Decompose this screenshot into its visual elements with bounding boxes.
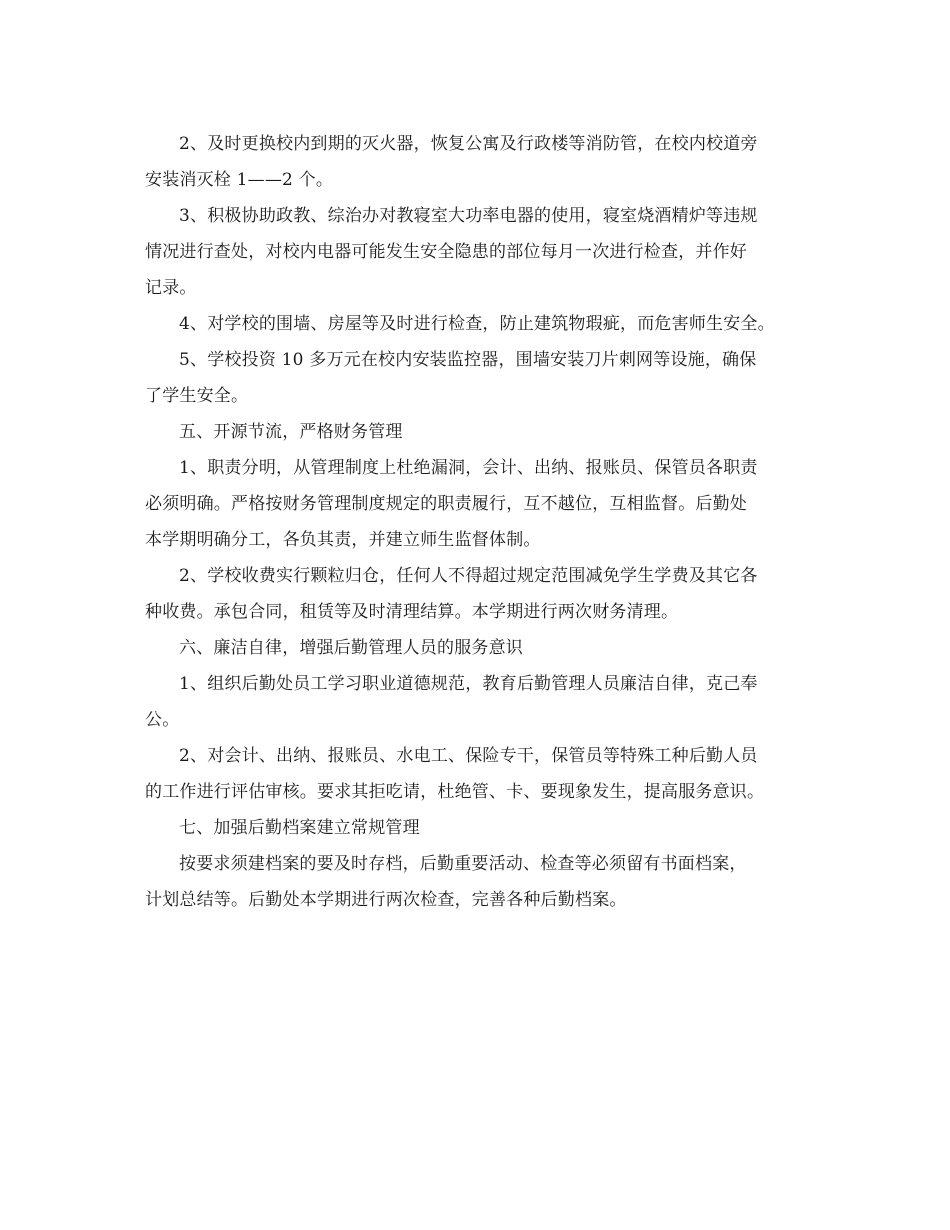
text-line: 的工作进行评估审核。要求其拒吃请，杜绝管、卡、要现象发生，提高服务意识。 (145, 782, 765, 802)
document-body (145, 126, 815, 918)
text-line: 计划总结等。后勤处本学期进行两次检查，完善各种后勤档案。 (145, 890, 627, 910)
section-heading: 五、开源节流，严格财务管理 (179, 422, 403, 442)
text-line: 1、职责分明，从管理制度上杜绝漏洞，会计、出纳、报账员、保管员各职责 (179, 458, 758, 478)
text-line: 情况进行查处，对校内电器可能发生安全隐患的部位每月一次进行检查，并作好 (145, 242, 747, 262)
text-line: 2、及时更换校内到期的灭火器，恢复公寓及行政楼等消防管，在校内校道旁 (179, 134, 758, 154)
text-line: 2、对会计、出纳、报账员、水电工、保险专干，保管员等特殊工种后勤人员 (179, 746, 758, 766)
text-line: 种收费。承包合同，租赁等及时清理结算。本学期进行两次财务清理。 (145, 602, 679, 622)
text-line: 3、积极协助政教、综治办对教寝室大功率电器的使用，寝室烧酒精炉等违规 (179, 206, 758, 226)
text-line: 本学期明确分工，各负其责，并建立师生监督体制。 (145, 530, 541, 550)
text-line: 2、学校收费实行颗粒归仓，任何人不得超过规定范围减免学生学费及其它各 (179, 566, 758, 586)
text-line: 5、学校投资 10 多万元在校内安装监控器，围墙安装刀片刺网等设施，确保 (179, 350, 757, 370)
text-line: 公。 (145, 710, 180, 730)
text-line: 按要求须建档案的要及时存档，后勤重要活动、检查等必须留有书面档案， (179, 854, 747, 874)
section-heading: 七、加强后勤档案建立常规管理 (179, 818, 420, 838)
text-line: 1、组织后勤处员工学习职业道德规范，教育后勤管理人员廉洁自律，克己奉 (179, 674, 758, 694)
text-line: 4、对学校的围墙、房屋等及时进行检查，防止建筑物瑕疵，而危害师生安全。 (179, 314, 775, 334)
section-heading: 六、廉洁自律，增强后勤管理人员的服务意识 (179, 638, 523, 658)
text-line: 记录。 (145, 278, 197, 298)
text-line: 了学生安全。 (145, 386, 249, 406)
text-line: 必须明确。严格按财务管理制度规定的职责履行，互不越位，互相监督。后勤处 (145, 494, 747, 514)
text-line: 安装消灭栓 1——2 个。 (145, 170, 334, 190)
